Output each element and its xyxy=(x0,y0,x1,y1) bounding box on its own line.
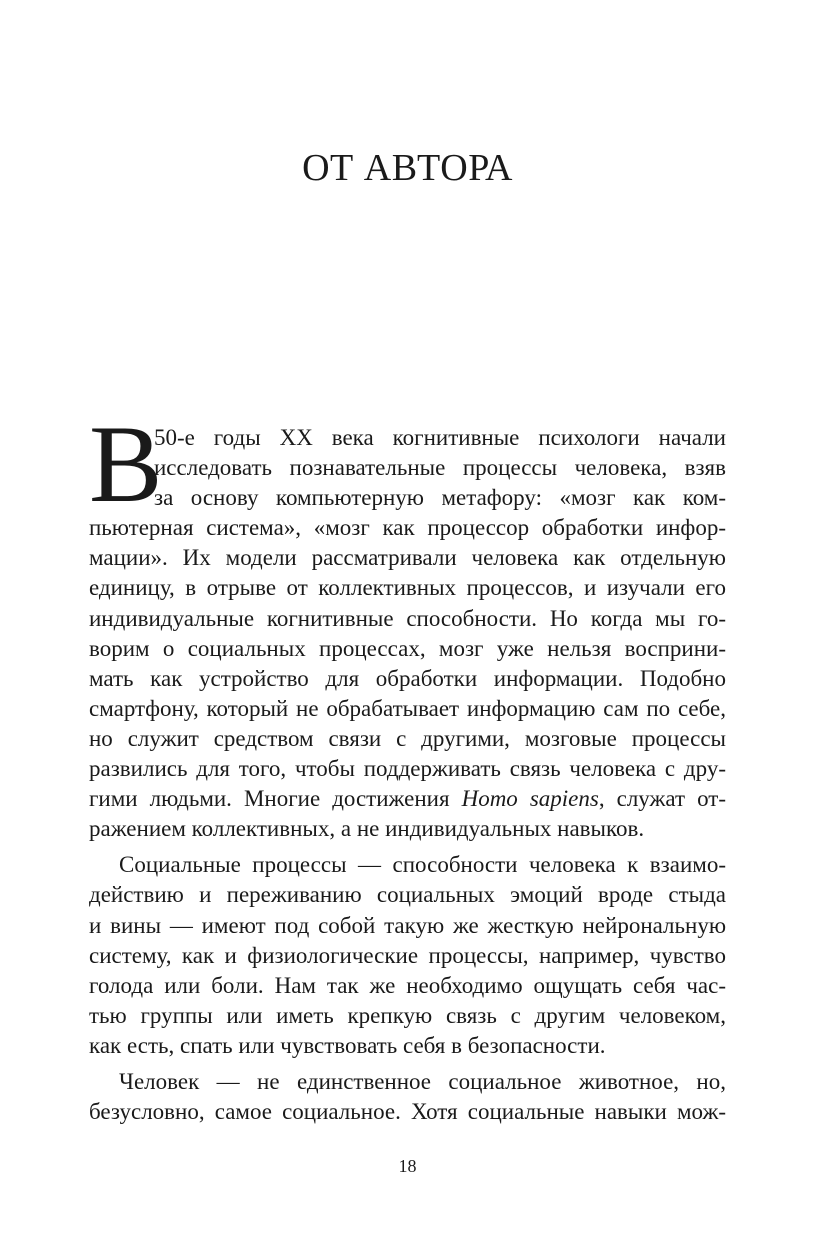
body-text xyxy=(89,423,726,1127)
line-text: ражением коллективных, а не индивидуальных навыков. xyxy=(89,816,645,842)
text-line xyxy=(89,880,726,910)
text-line xyxy=(89,423,726,453)
line-text: смартфону, который не обрабатывает информацию сам по себе, xyxy=(89,695,726,721)
line-text: мации». Их модели рассматривали человека как отдельную xyxy=(89,545,726,571)
text-line xyxy=(89,850,726,880)
text-line xyxy=(89,1031,726,1061)
paragraph xyxy=(89,423,726,844)
line-text: ворим о социальных процессах, мозг уже нельзя восприни- xyxy=(89,635,726,661)
line-text: индивидуальные когнитивные способности. Но когда мы го- xyxy=(89,605,726,631)
line-text: Социальные процессы — способности человека к взаимо- xyxy=(119,852,726,878)
text-line xyxy=(89,724,726,754)
text-line xyxy=(89,694,726,724)
text-line xyxy=(89,573,726,603)
line-text: безусловно, самое социальное. Хотя социальные навыки мож- xyxy=(89,1099,726,1125)
text-line xyxy=(89,664,726,694)
italic-term: Homo sapiens xyxy=(461,786,599,812)
line-text: Человек — не единственное социальное животное, но, xyxy=(119,1068,726,1094)
paragraph xyxy=(89,850,726,1061)
text-line xyxy=(89,941,726,971)
line-text: развились для того, чтобы поддерживать связь человека с дру- xyxy=(89,756,726,782)
line-text: действию и переживанию социальных эмоций вроде стыда xyxy=(89,882,726,908)
text-line xyxy=(89,1067,726,1097)
line-text: пьютерная система», «мозг как процессор обработки инфор- xyxy=(89,515,726,541)
line-text: систему, как и физиологические процессы, например, чувство xyxy=(89,942,726,968)
text-line xyxy=(89,784,726,814)
text-line xyxy=(89,1097,726,1127)
text-line xyxy=(89,513,726,543)
line-text: 50-е годы XX века когнитивные психологи начали xyxy=(154,425,726,450)
text-line xyxy=(89,1001,726,1031)
text-line xyxy=(89,483,726,513)
line-text xyxy=(89,784,726,814)
text-line xyxy=(89,543,726,573)
text-line xyxy=(89,814,726,844)
text-line xyxy=(89,911,726,941)
line-text: голода или боли. Нам так же необходимо ощущать себя час- xyxy=(89,972,726,998)
text-line xyxy=(89,634,726,664)
text-line xyxy=(89,971,726,1001)
paragraph xyxy=(89,1067,726,1127)
line-text-part: , служат от- xyxy=(598,786,726,812)
line-text: мать как устройство для обработки информации. Подобно xyxy=(89,665,726,691)
drop-cap: В xyxy=(89,403,163,525)
line-text: как есть, спать или чувствовать себя в безопасности. xyxy=(89,1032,606,1058)
line-text: но служит средством связи с другими, мозговые процессы xyxy=(89,725,726,751)
text-line xyxy=(89,604,726,634)
chapter-title: ОТ АВТОРА xyxy=(302,147,513,189)
line-text: исследовать познавательные процессы человека, взяв xyxy=(154,455,726,481)
line-text-part: гими людьми. Многие достижения xyxy=(89,786,462,812)
line-text: за основу компьютерную метафору: «мозг как ком- xyxy=(154,485,726,511)
page-number: 18 xyxy=(398,1156,417,1176)
line-text: и вины — имеют под собой такую же жесткую нейрональную xyxy=(89,912,726,938)
line-text: тью группы или иметь крепкую связь с другим человеком, xyxy=(89,1002,726,1028)
text-line xyxy=(89,754,726,784)
text-line xyxy=(89,453,726,483)
line-text: единицу, в отрыве от коллективных процессов, и изучали его xyxy=(89,575,726,601)
